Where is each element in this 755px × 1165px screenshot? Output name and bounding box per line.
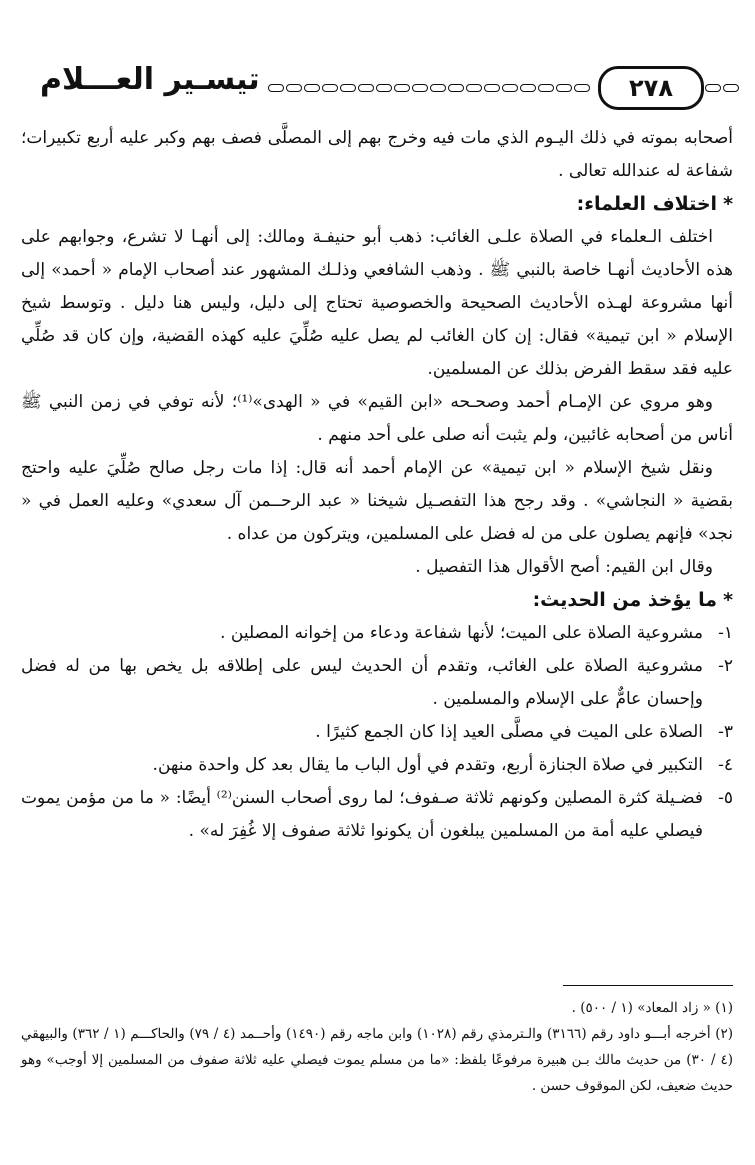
heading-text: ما يؤخذ من الحديث: (532, 589, 718, 611)
asterisk-icon: * (723, 589, 733, 611)
paragraph-ibn-qayyim: وقال ابن القيم: أصح الأقوال هذا التفصيل . (415, 557, 713, 577)
list-item (21, 716, 733, 749)
list-item-number: ١- (718, 623, 733, 643)
asterisk-icon: * (723, 193, 733, 215)
page-body (21, 122, 733, 848)
page-number: ٢٧٨ (598, 66, 704, 110)
paragraph-intro: أصحابه بموته في ذلك اليـوم الذي مات فيه وخرج بهم إلى المصلَّى فصف بهم وكبر عليه أربع تكبيرات؛ شفاعة له عندالله تعالى . (21, 128, 733, 181)
footnote-divider (563, 985, 733, 986)
list-item (21, 617, 733, 650)
list-item-number: ٤- (718, 755, 733, 775)
list-item (21, 782, 733, 848)
list-item-number: ٥- (718, 788, 733, 808)
footnotes (21, 995, 733, 1099)
heading-text: اختلاف العلماء: (576, 193, 718, 215)
page-header (40, 62, 720, 112)
header-ornament (268, 84, 593, 98)
section-heading-lessons (21, 584, 733, 617)
lessons-list (21, 617, 733, 848)
list-item-text: الصلاة على الميت في مصلَّى العيد إذا كان الجمع كثيرًا . (315, 722, 703, 742)
book-title: تيسـير العـــلام (40, 62, 260, 97)
list-item-number: ٢- (718, 656, 733, 676)
paragraph-ibn-taymiyyah: ونقل شيخ الإسلام « ابن تيمية» عن الإمام أحمد أنه قال: إذا مات رجل صالح صُلِّيَ عليه واحتج بقضية « النجاشي» . وقد رجح هذا التفصـيل شيخنا « عبد الرحــمن آل سعدي» وعليه العمل في « نجد» فإنهم يصلون على من له فضل على المسلمين، ويتركون من عداه . (21, 458, 733, 544)
paragraph-opinions: اختلف الـعلماء في الصلاة علـى الغائب: ذهب أبو حنيفـة ومالك: إلى أنهـا لا تشرع، وجوابهم على هذه الأحاديث أنهـا خاصة بالنبي ﷺ . وذهب الشافعي وذلـك المشهور عند أصحاب الإمام « أحمد» إلى أنها مشروعة لهـذه الأحاديث الصحيحة والخصوصية تحتاج إلى دليل، وليس هنا دليل . وتوسط شيخ الإسلام « ابن تيمية» فقال: إن كان الغائب لم يصل عليه صُلِّيَ عليه كهذه القضية، وإن كان قد صُلِّي عليه فقد سقط الفرض بذلك عن المسلمين. (21, 227, 733, 379)
footnote-2: (٢) أخرجه أبـــو داود رقم (٣١٦٦) والـترمذي رقم (١٠٢٨) وابن ماجه رقم (١٤٩٠) وأحــمد (٤ / ٧٩) والحاكـــم (١ / ٣٦٢) والبيهقي (٤ / ٣٠) من حديث مالك بـن هبيرة مرفوعًا بلفظ: «ما من مسلم يموت فيصلي عليه ثلاثة صفوف من المسلمين إلا أوجب» وهو حديث ضعيف، لكن الموقوف حسن . (21, 1026, 734, 1094)
list-item-text: فضـيلة كثرة المصلين وكونهم ثلاثة صـفوف؛ لما روى أصحاب السنن⁽²⁾ أيضًا: « ما من مؤمن يموت فيصلي عليه أمة من المسلمين يبلغون أن يكونوا ثلاثة صفوف إلا غُفِرَ له» . (21, 788, 704, 841)
footnote-1: (١) « زاد المعاد» (١ / ٥٠٠) . (571, 1000, 733, 1016)
list-item-text: مشروعية الصلاة على الميت؛ لأنها شفاعة ودعاء من إخوانه المصلين . (220, 623, 703, 643)
list-item (21, 749, 733, 782)
list-item-number: ٣- (718, 722, 733, 742)
list-item-text: مشروعية الصلاة على الغائب، وتقدم أن الحديث ليس على إطلاقه بل يخص بها من له فضل وإحسان عامٌّ على الإسلام والمسلمين . (21, 656, 703, 709)
list-item-text: التكبير في صلاة الجنازة أربع، وتقدم في أول الباب ما يقال بعد كل واحدة منهن. (152, 755, 703, 775)
header-ornament-small (705, 84, 750, 98)
paragraph-ahmad-narration: وهو مروي عن الإمـام أحمد وصحـحه «ابن القيم» في « الهدى»⁽¹⁾؛ لأنه توفي في زمن النبي ﷺ أناس من أصحابه غائبين، ولم يثبت أنه صلى على أحد منهم . (21, 392, 733, 445)
list-item (21, 650, 733, 716)
section-heading-scholars-differences (21, 188, 733, 221)
